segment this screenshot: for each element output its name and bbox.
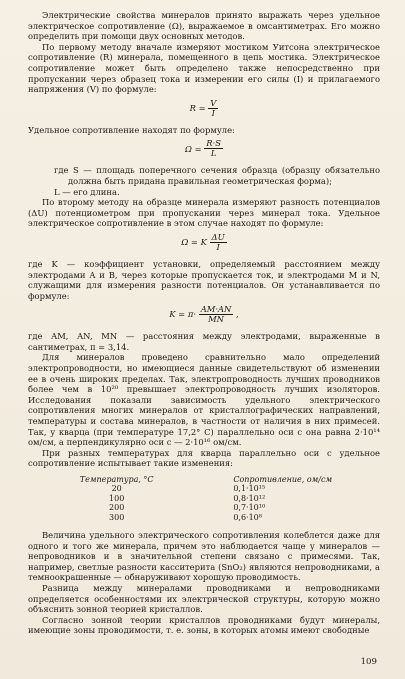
paragraph-intro: Электрические свойства минералов принято выражать через удельное электрическое сопротивление (Ω), выражаемое в омсантиметрах. Его можно определить при помощи двух основных методов. (28, 10, 380, 42)
formula-denominator: MN (208, 314, 224, 325)
table-row (28, 494, 380, 503)
paragraph-coefficient: где K — коэффициент установки, определяемый расстоянием между электродами A и B, через которые пропускается ток, и электродами M и N, служащими для измерения разности потенциалов. Он устанавливается по формуле: (28, 258, 380, 301)
table-cell-resistance: 0,8·10¹² (233, 493, 266, 503)
formula-numerator: V (210, 97, 217, 108)
paragraph-method-one: По первому методу вначале измеряют мостиком Уитсона электрическое сопротивление (R) минерала, помещенного в цепь мостика. Электрическое сопротивление может быть определено также непосредственно при пропускании через образец тока и измерении его силы (I) и прилагаемого напряжения (V) по формуле: (28, 41, 380, 95)
formula-coefficient (28, 305, 380, 327)
formula-lhs: K = π· (169, 309, 197, 320)
formula-numerator: R·S (206, 138, 221, 149)
paragraph-temperature: При разных температурах для кварца параллельно оси c удельное сопротивление испытывает такие изменения: (28, 447, 380, 469)
formula-denominator: L (210, 148, 217, 159)
paragraph-variation: Величина удельного электрического сопротивления колеблется даже для одного и того же минерала, причем это наблюдается чаще у минералов — непроводников и в значительной степени связано с примесями. Так, например, светлые разности касситерита (SnO₂) являются непроводниками, а темноокрашенные — обнаруживают хорошую проводимость. (28, 530, 380, 583)
formula-lhs: Ω = (184, 143, 202, 154)
page-body (28, 10, 380, 636)
table-cell-resistance: 0,1·10¹⁵ (233, 484, 266, 494)
paragraph-distances: где AM, AN, MN — расстояния между электродами, выраженные в сантиметрах, π = 3,14. (28, 331, 380, 352)
formula-fraction (208, 99, 218, 118)
table-cell-temperature: 200 (109, 503, 125, 513)
formula-fraction (210, 233, 227, 252)
table-cell-temperature: 100 (109, 493, 125, 503)
formula-numerator: AM·AN (200, 304, 232, 315)
paragraph-structure: Разница между минералами проводниками и непроводниками определяется особенностями их электрической структуры, которую можно объяснить зонной теорией кристаллов. (28, 583, 380, 615)
table-cell-resistance: 0,7·10¹⁰ (233, 503, 266, 513)
paragraph-where-s: где S — площадь поперечного сечения образца (образцу обязательно должна быть придана правильная геометрическая форма); (54, 165, 380, 186)
table-cell-temperature: 20 (111, 484, 122, 494)
paragraph-specific-resistance: Удельное сопротивление находят по формуле: (28, 124, 235, 135)
table-cell-resistance: 0,6·10⁸ (233, 512, 262, 522)
formula-specific-resistance (28, 139, 380, 161)
paragraph-where-l: L — его длина. (54, 186, 120, 197)
table-row (28, 484, 380, 493)
paragraph-band-theory: Согласно зонной теории кристаллов проводниками будут минералы, имеющие зоны проводимости, т. е. зоны, в которых атомы имеют свободные (28, 614, 380, 636)
resistance-table (28, 475, 380, 522)
formula-denominator: I (216, 241, 220, 252)
page-number: 109 (360, 657, 377, 667)
table-header-temperature: Температура, °C (79, 475, 154, 484)
table-header (28, 475, 380, 484)
formula-tail: , (236, 309, 239, 320)
paragraph-conductivity: Для минералов проведено сравнительно мало определений электропроводности, но имеющиеся данные свидетельствуют об изменении ее в очень широких пределах. Так, электропроводность лучших проводников более чем в 10²⁰ превышает электропроводность лучших изоляторов. Исследования показали зависимость удельного электрического сопротивления многих минералов от кристаллографических направлений, температуры и состава минералов, в частности от наличия в них примесей. Так, у кварца (при температуре 17,2° C) параллельно оси c она равна 2·10¹⁴ ом/см, а перпендикулярно оси c — 2·10¹⁶ ом/см. (28, 352, 380, 448)
formula-potential (28, 233, 380, 255)
paragraph-method-two: По второму методу на образце минерала измеряют разность потенциалов (ΔU) потенциометром при пропускании через минерал тока. Удельное электрическое сопротивление в этом случае находят по формуле: (28, 197, 380, 229)
formula-lhs: Ω = K (181, 237, 207, 248)
table-row (28, 513, 380, 522)
formula-lhs: R = (189, 102, 206, 113)
formula-denominator: I (211, 107, 215, 118)
table-cell-temperature: 300 (109, 512, 125, 522)
formula-fraction (199, 305, 234, 324)
table-header-resistance: Сопротивление, ом/см (233, 475, 333, 484)
formula-resistance (28, 99, 380, 121)
formula-numerator: ΔU (211, 231, 225, 242)
formula-fraction (204, 139, 223, 158)
table-row (28, 503, 380, 512)
